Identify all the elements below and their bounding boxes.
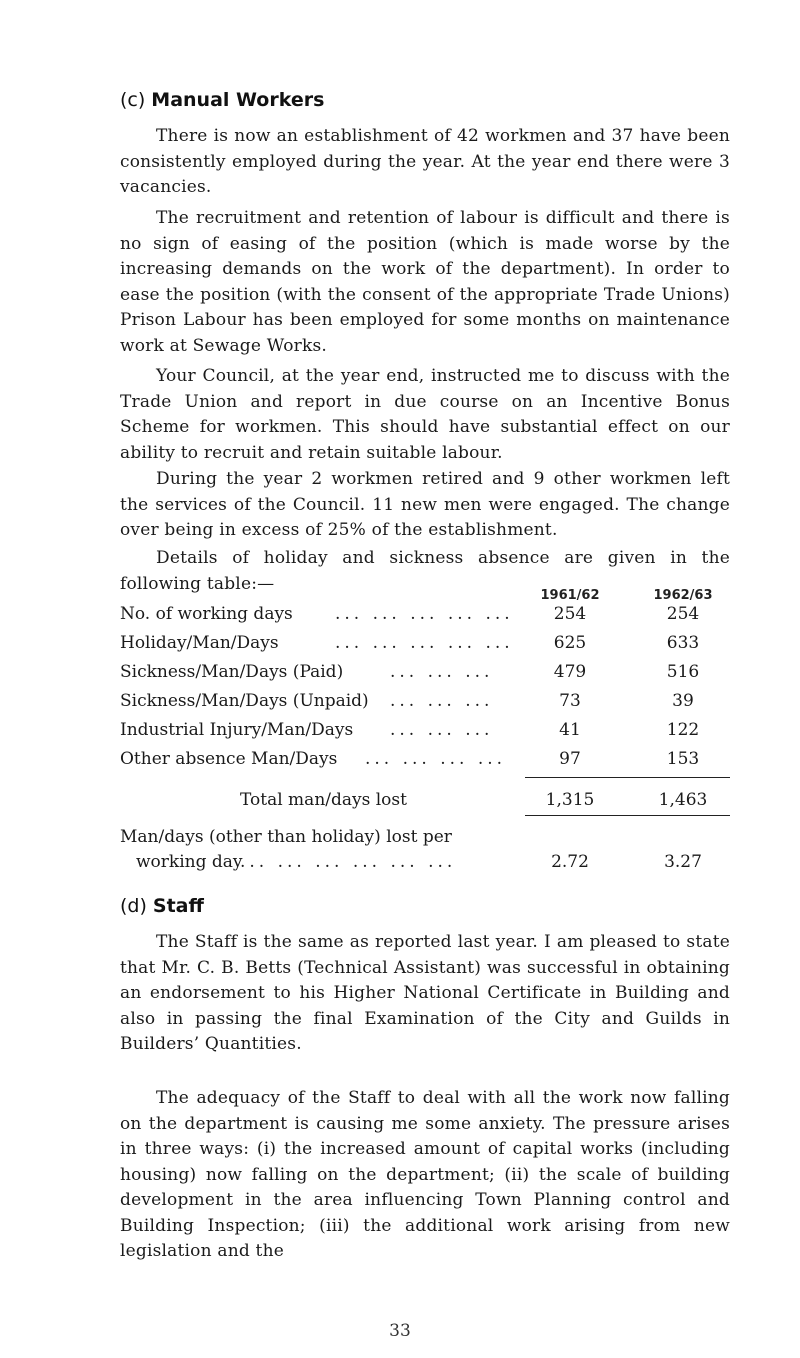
- row-label: Holiday/Man/Days: [120, 633, 279, 653]
- section-c-heading: [120, 89, 324, 111]
- row-label: Sickness/Man/Days (Unpaid): [120, 691, 369, 711]
- section-c-paragraph-3: Your Council, at the year end, instructed me to discuss with the Trade Union and report in due course on an Incentive Bonus Scheme for workmen. This should have substantial effect on our ability to recruit and retain suitable labour.: [120, 366, 730, 463]
- value-1961-62: 97: [559, 749, 581, 769]
- value-1961-62: 73: [559, 691, 581, 711]
- total-rule: [525, 815, 730, 816]
- value-1962-63: 122: [666, 720, 700, 740]
- row-label: Other absence Man/Days: [120, 749, 338, 769]
- value-1962-63: 516: [666, 662, 700, 682]
- section-c-paragraph-1: There is now an establishment of 42 workmen and 37 have been consistently employed during the year. At the year end there were 3 vacancies.: [120, 126, 730, 197]
- value-1961-62: 625: [553, 633, 587, 653]
- section-c-paragraph-4: During the year 2 workmen retired and 9 other workmen left the services of the Council. 11 new men were engaged. The change over being in excess of 25% of the establishment.: [120, 469, 730, 540]
- leader-dots: ... ... ... ... ... ...: [240, 852, 457, 872]
- table-intro-paragraph: Details of holiday and sickness absence are given in the following table:—: [120, 548, 730, 594]
- value-1961-62: 479: [553, 662, 587, 682]
- leader-dots: ... ... ...: [390, 691, 494, 711]
- per-day-label-line1: Man/days (other than holiday) lost per: [120, 827, 452, 847]
- row-label: Sickness/Man/Days (Paid): [120, 662, 344, 682]
- value-1962-63: 39: [672, 691, 694, 711]
- column-header-1962-63: 1962/63: [653, 588, 713, 603]
- subtotal-rule: [525, 777, 730, 778]
- value-1961-62: 41: [559, 720, 581, 740]
- value-1961-62: 254: [553, 604, 587, 624]
- leader-dots: ... ... ...: [390, 720, 494, 740]
- row-label: Industrial Injury/Man/Days: [120, 720, 354, 740]
- column-header-1961-62: 1961/62: [540, 588, 600, 603]
- leader-dots: ... ... ...: [390, 662, 494, 682]
- value-1962-63: 633: [666, 633, 700, 653]
- per-day-1962-63: 3.27: [664, 852, 702, 872]
- section-c-number: (c): [120, 89, 146, 111]
- section-d-heading: [120, 895, 204, 917]
- section-c-title: Manual Workers: [151, 89, 325, 111]
- per-day-label-line2: working day: [136, 852, 243, 872]
- leader-dots: ... ... ... ... ...: [335, 633, 514, 653]
- value-1962-63: 254: [666, 604, 700, 624]
- section-d-title: Staff: [152, 895, 204, 917]
- section-c-paragraph-2: The recruitment and retention of labour is difficult and there is no sign of easing of the position (which is made worse by the increasing demands on the work of the department). In order to ease the position (with the consent of the appropriate Trade Unions) Prison Labour has been employed for some months on maintenance work at Sewage Works.: [120, 208, 730, 356]
- section-d-number: (d): [120, 895, 147, 917]
- total-label: Total man/days lost: [240, 790, 407, 810]
- section-d-paragraph-1: The Staff is the same as reported last year. I am pleased to state that Mr. C. B. Betts (Technical Assistant) was successful in obtaining an endorsement to his Higher National Certificate in Building and also in passing the final Examination of the City and Guilds in Builders’ Quantities.: [120, 932, 730, 1054]
- page-number: 33: [389, 1321, 411, 1341]
- row-label: No. of working days: [120, 604, 293, 624]
- section-d-paragraph-2: The adequacy of the Staff to deal with all the work now falling on the department is causing me some anxiety. The pressure arises in three ways: (i) the increased amount of capital works (including housing) now falling on the department; (ii) the scale of building development in the area influencing Town Planning control and Building Inspection; (iii) the additional work arising from new legislation and the: [120, 1088, 730, 1261]
- per-day-1961-62: 2.72: [551, 852, 589, 872]
- leader-dots: ... ... ... ...: [365, 749, 507, 769]
- total-1962-63: 1,463: [658, 790, 708, 810]
- total-1961-62: 1,315: [545, 790, 595, 810]
- leader-dots: ... ... ... ... ...: [335, 604, 514, 624]
- value-1962-63: 153: [666, 749, 700, 769]
